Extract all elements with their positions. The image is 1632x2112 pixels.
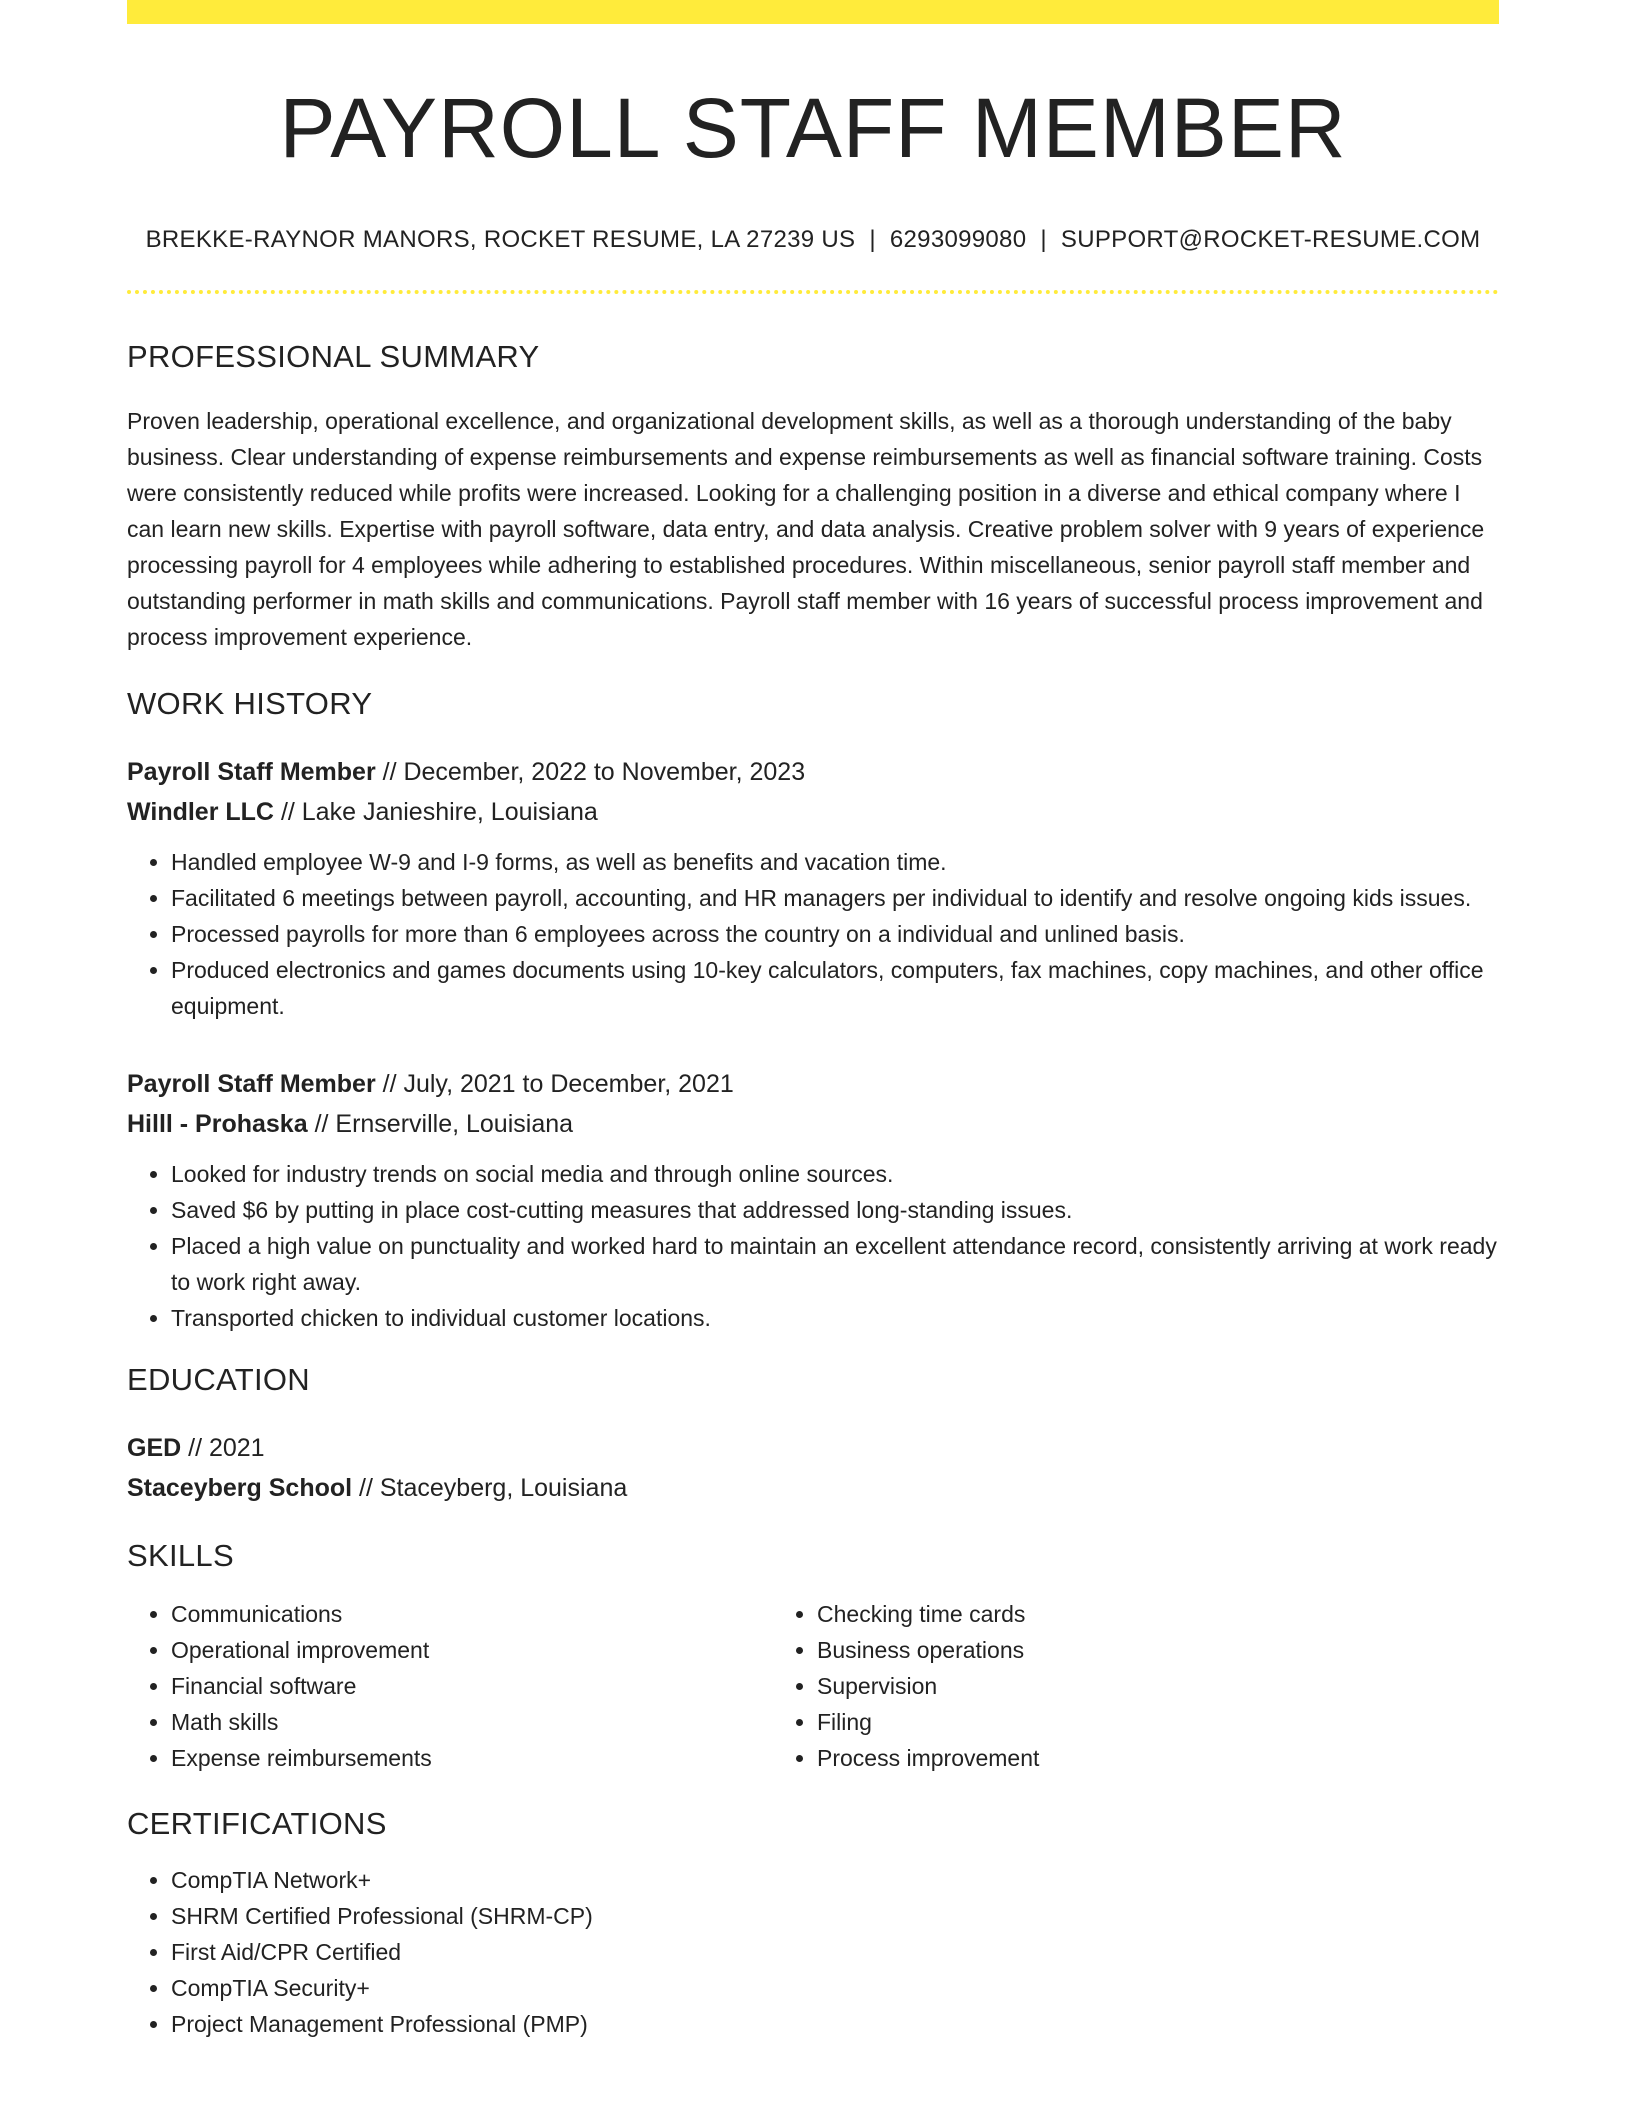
contact-address: BREKKE-RAYNOR MANORS, ROCKET RESUME, LA 27239 US — [145, 226, 856, 254]
certification-item: • CompTIA Security+ — [171, 1970, 1499, 2006]
work-history-heading: WORK HISTORY — [127, 686, 373, 722]
skills-right-column — [769, 1596, 1411, 1776]
job-role: Payroll Staff Member — [127, 758, 376, 787]
certification-item: • First Aid/CPR Certified — [171, 1934, 1499, 1970]
education-entry — [127, 1428, 1499, 1508]
job-bullets — [127, 844, 1499, 1024]
certifications-heading: CERTIFICATIONS — [127, 1806, 387, 1842]
accent-top-bar — [127, 0, 1499, 24]
job-bullet: • Transported chicken to individual customer locations. — [171, 1300, 1499, 1336]
education-location: // Staceyberg, Louisiana — [352, 1474, 628, 1503]
job-role: Payroll Staff Member — [127, 1070, 376, 1099]
education-degree: GED — [127, 1434, 182, 1463]
contact-separator: | — [869, 226, 876, 254]
skill-item: • Financial software — [171, 1668, 769, 1704]
skill-item: • Operational improvement — [171, 1632, 769, 1668]
job-bullet: • Facilitated 6 meetings between payroll, accounting, and HR managers per individual to identify and resolve ongoing kids issues. — [171, 880, 1499, 916]
resume-page — [127, 0, 1499, 2042]
skill-item: • Math skills — [171, 1704, 769, 1740]
job-dates: // July, 2021 to December, 2021 — [375, 1070, 734, 1099]
skills-left-column — [127, 1596, 769, 1776]
skill-item: • Checking time cards — [817, 1596, 1411, 1632]
contact-line — [127, 226, 1499, 254]
skill-item: • Filing — [817, 1704, 1411, 1740]
certification-item: • Project Management Professional (PMP) — [171, 2006, 1499, 2042]
job-bullet: • Handled employee W-9 and I-9 forms, as well as benefits and vacation time. — [171, 844, 1499, 880]
skills-heading: SKILLS — [127, 1538, 234, 1574]
contact-email: SUPPORT@ROCKET-RESUME.COM — [1060, 226, 1481, 254]
contact-separator: | — [1040, 226, 1047, 254]
education-year: // 2021 — [181, 1434, 265, 1463]
job-role-line — [127, 752, 1499, 792]
job-company-line — [127, 1104, 1499, 1144]
dotted-divider — [127, 290, 1499, 294]
skill-item: • Expense reimbursements — [171, 1740, 769, 1776]
skill-item: • Process improvement — [817, 1740, 1411, 1776]
job-company-line — [127, 792, 1499, 832]
job-bullet: • Placed a high value on punctuality and worked hard to maintain an excellent attendance record, consistently arriving at work ready to work right away. — [171, 1228, 1499, 1300]
job-bullet: • Produced electronics and games documents using 10-key calculators, computers, fax machines, copy machines, and other office equipment. — [171, 952, 1499, 1024]
skill-item: • Supervision — [817, 1668, 1411, 1704]
resume-name-title: PAYROLL STAFF MEMBER — [279, 81, 1347, 175]
job-bullet: • Saved $6 by putting in place cost-cutting measures that addressed long-standing issues. — [171, 1192, 1499, 1228]
certification-item: • CompTIA Network+ — [171, 1862, 1499, 1898]
job-dates: // December, 2022 to November, 2023 — [375, 758, 806, 787]
summary-text: Proven leadership, operational excellence, and organizational development skills, as well as a thorough understanding of the baby business. Clear understanding of expense reimbursements and expense reimbursements as well as financial software training. Costs were consistently reduced while profits were increased. Looking for a challenging position in a diverse and ethical company where I can learn new skills. Expertise with payroll software, data entry, and data analysis. Creative problem solver with 9 years of experience processing payroll for 4 employees while adhering to established procedures. Within miscellaneous, senior payroll staff member and outstanding performer in math skills and communications. Payroll staff member with 16 years of successful process improvement and process improvement experience. — [127, 408, 1485, 651]
job-bullets — [127, 1156, 1499, 1336]
education-heading: EDUCATION — [127, 1362, 310, 1398]
job-entry-1 — [127, 752, 1499, 1024]
skills-grid — [127, 1596, 1499, 1776]
skill-item: • Business operations — [817, 1632, 1411, 1668]
job-bullet: • Looked for industry trends on social media and through online sources. — [171, 1156, 1499, 1192]
skill-item: • Communications — [171, 1596, 769, 1632]
job-location: // Ernserville, Louisiana — [307, 1110, 574, 1139]
job-company: Hilll - Prohaska — [127, 1110, 308, 1139]
job-location: // Lake Janieshire, Louisiana — [274, 798, 598, 827]
contact-phone: 6293099080 — [889, 226, 1027, 254]
certifications-list — [127, 1862, 1499, 2042]
job-entry-2 — [127, 1064, 1499, 1336]
education-school: Staceyberg School — [127, 1474, 353, 1503]
job-role-line — [127, 1064, 1499, 1104]
education-school-line — [127, 1468, 1499, 1508]
job-company: Windler LLC — [127, 798, 274, 827]
education-degree-line — [127, 1428, 1499, 1468]
job-bullet: • Processed payrolls for more than 6 employees across the country on a individual and unlined basis. — [171, 916, 1499, 952]
summary-heading: PROFESSIONAL SUMMARY — [127, 339, 540, 375]
certification-item: • SHRM Certified Professional (SHRM-CP) — [171, 1898, 1499, 1934]
